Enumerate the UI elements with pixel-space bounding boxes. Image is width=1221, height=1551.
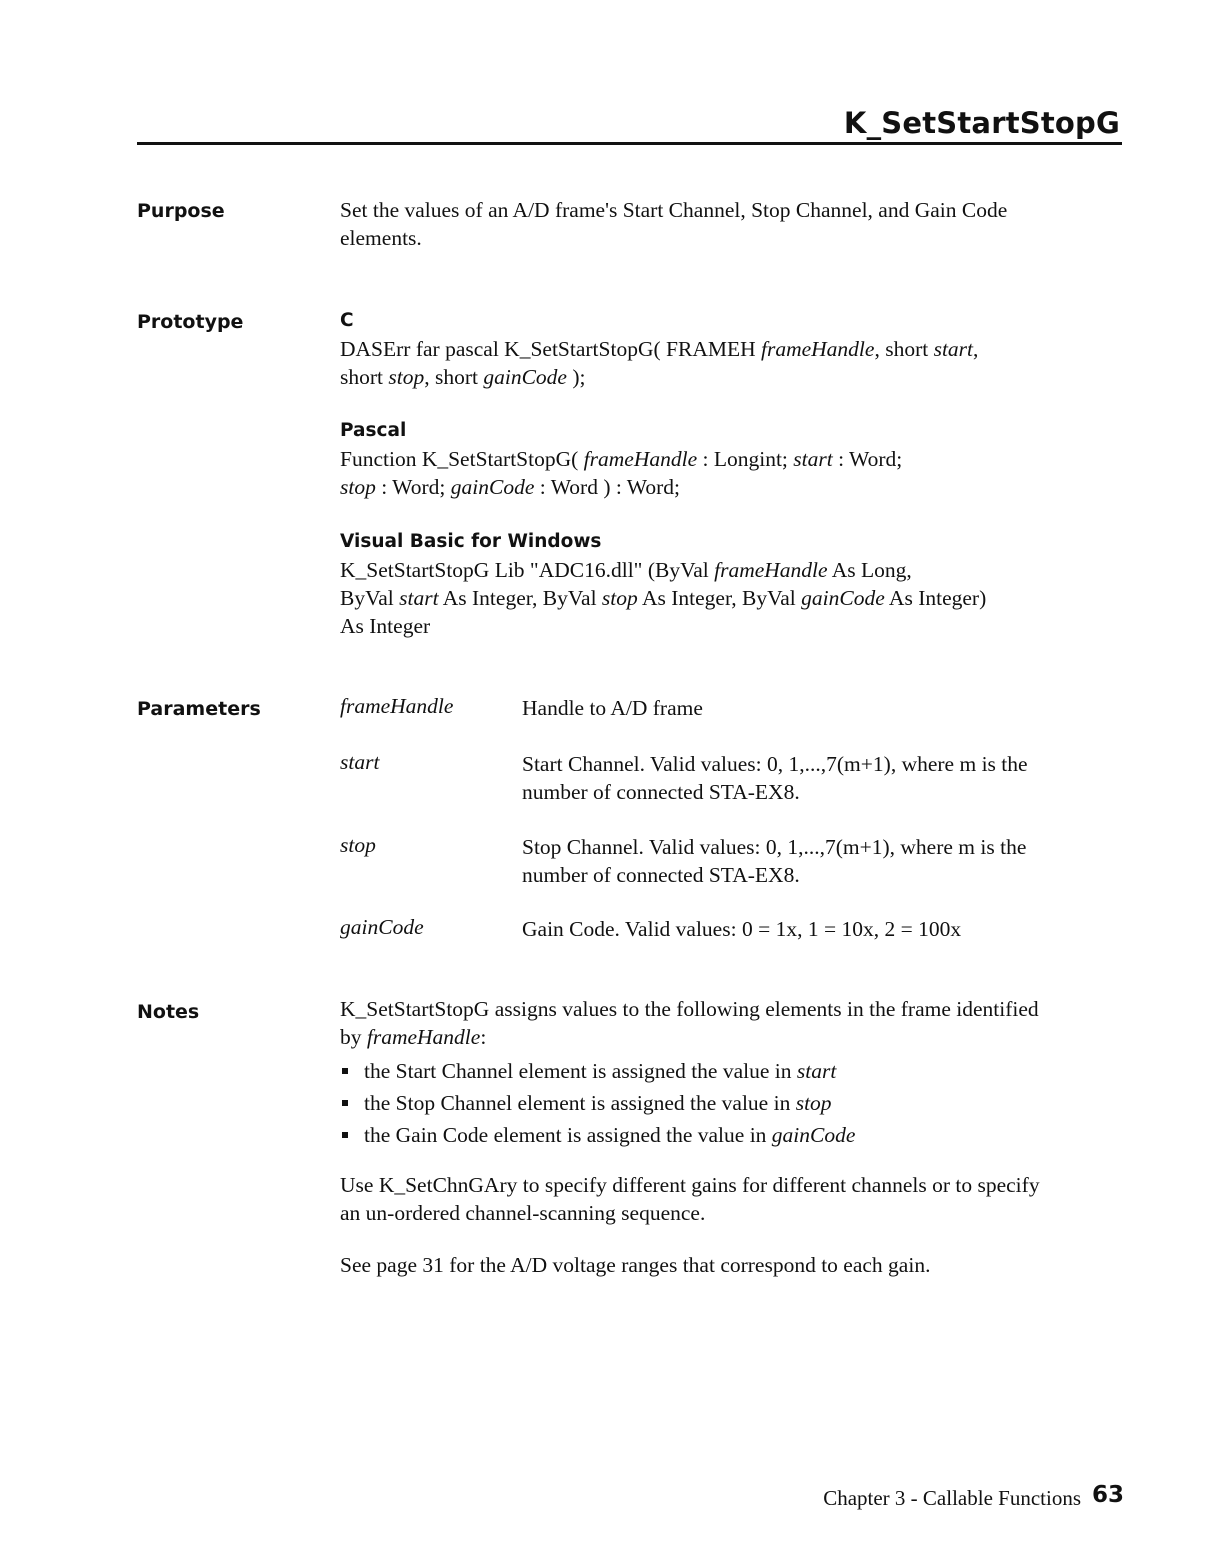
prototype-label: Prototype: [137, 311, 244, 333]
purpose-line: Set the values of an A/D frame's Start Channel, Stop Channel, and Gain Code: [340, 198, 1008, 222]
list-item: the Gain Code element is assigned the value in gainCode: [340, 1121, 1120, 1149]
prototype-c: [340, 307, 1115, 391]
notes-body: [340, 995, 1120, 1279]
notes-use: an un-ordered channel-scanning sequence.: [340, 1201, 706, 1225]
notes-intro: K_SetStartStopG assigns values to the following elements in the frame identified: [340, 997, 1039, 1021]
c-prototype-line: DASErr far pascal K_SetStartStopG( FRAMEH frameHandle, short start,: [340, 337, 979, 361]
vb-prototype-line: K_SetStartStopG Lib "ADC16.dll" (ByVal frameHandle As Long,: [340, 558, 912, 582]
c-prototype-line: short stop, short gainCode );: [340, 365, 586, 389]
vb-prototype-line: As Integer: [340, 614, 431, 638]
footer-chapter: Chapter 3 - Callable Functions: [823, 1486, 1081, 1510]
vb-prototype-line: ByVal start As Integer, ByVal stop As Integer, ByVal gainCode As Integer): [340, 586, 987, 610]
param-description: Stop Channel. Valid values: 0, 1,...,7(m+1), where m is the number of connected STA-EX8.: [522, 835, 1027, 887]
param-name: gainCode: [340, 915, 424, 939]
parameters-label: Parameters: [137, 698, 261, 720]
page-title: K_SetStartStopG: [843, 106, 1120, 140]
bullet-icon: [342, 1100, 348, 1106]
bullet-icon: [342, 1132, 348, 1138]
c-heading: C: [340, 310, 354, 331]
purpose-text: [340, 196, 1115, 252]
pascal-heading: Pascal: [340, 420, 407, 441]
notes-label: Notes: [137, 1001, 200, 1023]
purpose-label: Purpose: [137, 200, 225, 222]
param-name: stop: [340, 833, 376, 857]
prototype-pascal: [340, 417, 1115, 501]
param-description: Start Channel. Valid values: 0, 1,...,7(m+1), where m is the number of connected STA-EX8.: [522, 752, 1028, 804]
notes-use: Use K_SetChnGAry to specify different gains for different channels or to specify: [340, 1173, 1040, 1197]
param-name: start: [340, 750, 380, 774]
list-item: the Stop Channel element is assigned the value in stop: [340, 1089, 1120, 1117]
purpose-line: elements.: [340, 226, 422, 250]
pascal-prototype-line: Function K_SetStartStopG( frameHandle : Longint; start : Word;: [340, 447, 903, 471]
prototype-vb: [340, 528, 1115, 640]
page-number: 63: [1091, 1482, 1124, 1508]
pascal-prototype-line: stop : Word; gainCode : Word ) : Word;: [340, 475, 681, 499]
notes-see: See page 31 for the A/D voltage ranges that correspond to each gain.: [340, 1253, 931, 1277]
bullet-icon: [342, 1068, 348, 1074]
vb-heading: Visual Basic for Windows: [340, 531, 602, 552]
title-rule: [137, 142, 1122, 145]
notes-intro: by frameHandle:: [340, 1025, 487, 1049]
param-description: Gain Code. Valid values: 0 = 1x, 1 = 10x, 2 = 100x: [522, 917, 962, 941]
param-description: Handle to A/D frame: [522, 696, 703, 720]
list-item: the Start Channel element is assigned the value in start: [340, 1057, 1120, 1085]
param-name: frameHandle: [340, 694, 454, 718]
